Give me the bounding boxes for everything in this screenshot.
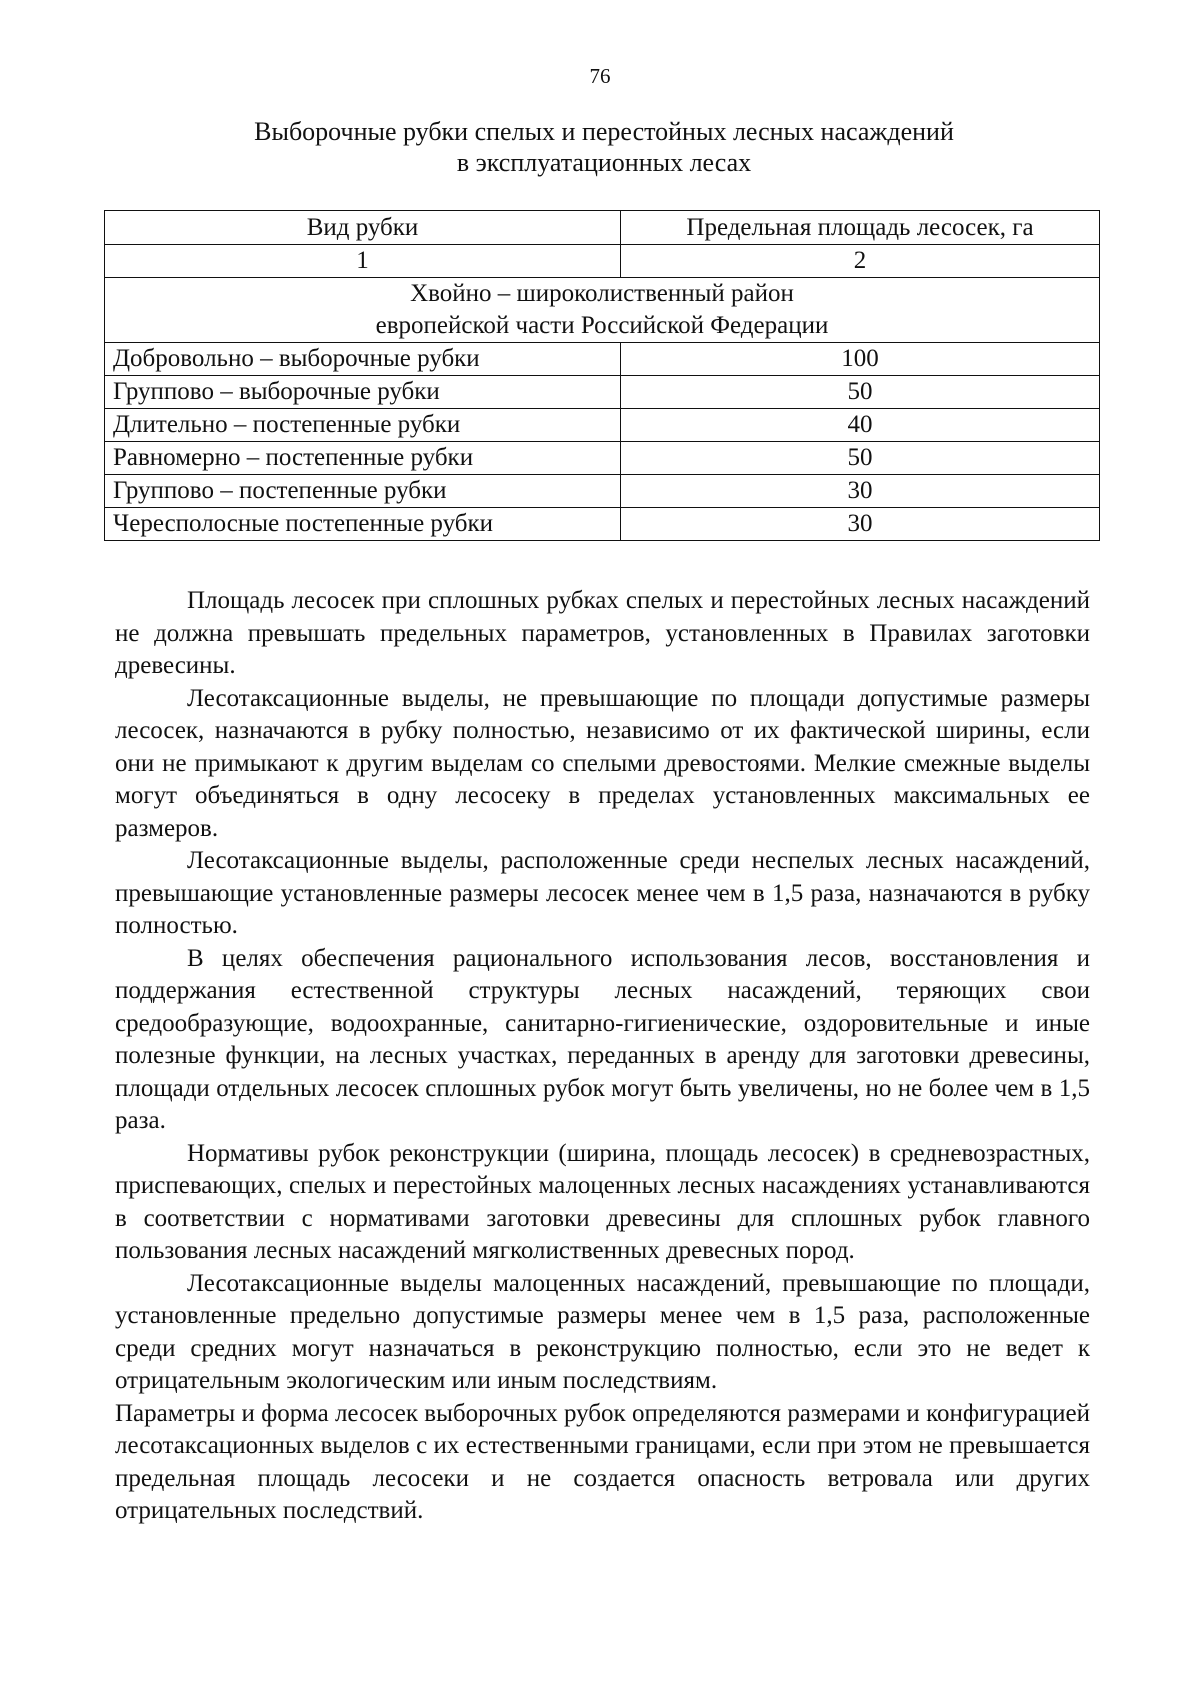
region-section-line-1: Хвойно – широколиственный район <box>410 280 794 307</box>
cutting-type-cell: Чересполосные постепенные рубки <box>105 508 621 541</box>
cutting-area-table <box>104 210 1100 541</box>
max-area-cell: 30 <box>621 475 1100 508</box>
document-title <box>104 116 1104 178</box>
table-row <box>105 508 1100 541</box>
cutting-type-cell: Добровольно – выборочные рубки <box>105 343 621 376</box>
paragraph: В целях обеспечения рационального использования лесов, восстановления и поддержания естественной структуры лесных насаждений, теряющих свои средообразующие, водоохранные, санитарно-гигиенические, оздоровительные и иные полезные функции, на лесных участках, переданных в аренду для заготовки древесины, площади отдельных лесосек сплошных рубок могут быть увеличены, но не более чем в 1,5 раза. <box>115 944 1090 1134</box>
cutting-type-cell: Равномерно – постепенные рубки <box>105 442 621 475</box>
table-row <box>105 409 1100 442</box>
max-area-cell: 100 <box>621 343 1100 376</box>
column-number: 1 <box>105 245 621 278</box>
table-row <box>105 343 1100 376</box>
column-header-max-area: Предельная площадь лесосек, га <box>621 211 1100 245</box>
max-area-cell: 50 <box>621 442 1100 475</box>
body-text <box>115 585 1090 1528</box>
title-line-2: в эксплуатационных лесах <box>456 148 752 177</box>
paragraph: Параметры и форма лесосек выборочных рубок определяются размерами и конфигурацией лесотаксационных выделов с их естественными границами, если при этом не превышается предельная площадь лесосеки и не создается опасность ветровала или других отрицательных последствий. <box>115 1399 1090 1524</box>
column-number: 2 <box>621 245 1100 278</box>
cutting-type-cell: Длительно – постепенные рубки <box>105 409 621 442</box>
max-area-cell: 50 <box>621 376 1100 409</box>
cutting-type-cell: Группово – выборочные рубки <box>105 376 621 409</box>
column-number-row <box>105 245 1100 278</box>
region-section-line-2: европейской части Российской Федерации <box>375 312 829 339</box>
paragraph: Нормативы рубок реконструкции (ширина, площадь лесосек) в средневозрастных, приспевающих, спелых и перестойных малоценных лесных насаждениях устанавливаются в соответствии с нормативами заготовки древесины для сплошных рубок главного пользования лесных насаждений мягколиственных древесных пород. <box>115 1139 1090 1264</box>
title-line-1: Выборочные рубки спелых и перестойных лесных насаждений <box>254 117 954 146</box>
column-header-cutting-type: Вид рубки <box>105 211 621 245</box>
table-row <box>105 442 1100 475</box>
paragraph: Площадь лесосек при сплошных рубках спелых и перестойных лесных насаждений не должна превышать предельных параметров, установленных в Правилах заготовки древесины. <box>115 587 1090 679</box>
paragraph: Лесотаксационные выделы, не превышающие по площади допустимые размеры лесосек, назначаются в рубку полностью, независимо от их фактической ширины, если они не примыкают к другим выделам со спелыми древостоями. Мелкие смежные выделы могут объединяться в одну лесосеку в пределах установленных максимальных ее размеров. <box>115 684 1090 842</box>
table-header-row <box>105 211 1100 245</box>
max-area-cell: 30 <box>621 508 1100 541</box>
paragraph: Лесотаксационные выделы, расположенные среди неспелых лесных насаждений, превышающие установленные размеры лесосек менее чем в 1,5 раза, назначаются в рубку полностью. <box>115 847 1090 939</box>
max-area-cell: 40 <box>621 409 1100 442</box>
paragraph: Лесотаксационные выделы малоценных насаждений, превышающие по площади, установленные предельно допустимые размеры менее чем в 1,5 раза, расположенные среди средних могут назначаться в реконструкцию полностью, если это не ведет к отрицательным экологическим или иным последствиям. <box>115 1269 1090 1394</box>
table-row <box>105 475 1100 508</box>
table-row <box>105 376 1100 409</box>
page-number: 76 <box>589 64 611 88</box>
region-section-row <box>105 278 1100 343</box>
cutting-type-cell: Группово – постепенные рубки <box>105 475 621 508</box>
region-section-cell <box>105 278 1100 343</box>
